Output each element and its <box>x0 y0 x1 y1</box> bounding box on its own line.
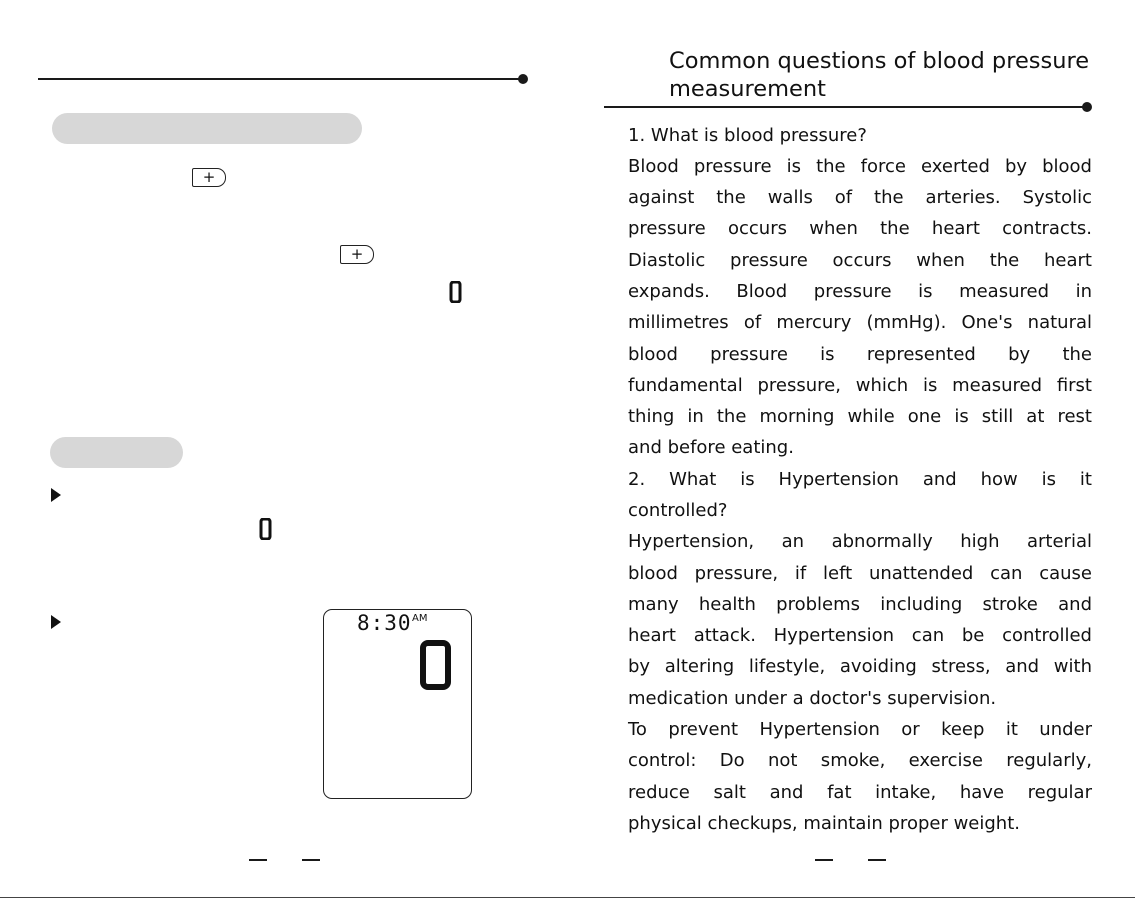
page-number-mark <box>868 859 886 861</box>
body-line: fundamental pressure, which is measured first <box>628 375 1092 396</box>
plus-key-icon: + <box>192 168 226 187</box>
page-number-mark <box>249 859 267 861</box>
plus-key-icon: + <box>340 245 374 264</box>
body-line: Hypertension, an abnormally high arterial <box>628 531 1092 552</box>
body-line: thing in the morning while one is still at rest <box>628 406 1092 427</box>
question-heading: controlled? <box>628 500 728 521</box>
body-line: To prevent Hypertension or keep it under <box>628 719 1092 740</box>
body-line: control: Do not smoke, exercise regularly, <box>628 750 1092 771</box>
rule-end-dot <box>1082 102 1092 112</box>
body-line: Blood pressure is the force exerted by blood <box>628 156 1092 177</box>
page-title-line: measurement <box>669 76 826 102</box>
page-title <box>669 47 1109 103</box>
body-line: pressure occurs when the heart contracts. <box>628 218 1092 239</box>
body-line: millimetres of mercury (mmHg). One's natural <box>628 312 1092 333</box>
question-heading: 2. What is Hypertension and how is it <box>628 469 1092 490</box>
body-line: many health problems including stroke and <box>628 594 1092 615</box>
segment-zero-icon <box>449 281 462 303</box>
section-heading-bar <box>50 437 183 468</box>
page-number-mark <box>302 859 320 861</box>
rule-end-dot <box>518 74 528 84</box>
body-line: reduce salt and fat intake, have regular <box>628 782 1092 803</box>
body-line: expands. Blood pressure is measured in <box>628 281 1092 302</box>
left-header-rule <box>38 78 524 80</box>
lcd-display <box>323 609 472 799</box>
lcd-ampm: AM <box>412 613 428 624</box>
bullet-arrow-icon <box>51 488 61 502</box>
right-header-rule <box>604 106 1088 108</box>
question-heading: 1. What is blood pressure? <box>628 125 867 146</box>
body-line: heart attack. Hypertension can be controlled <box>628 625 1092 646</box>
lcd-time: 8:30 <box>357 611 412 635</box>
bullet-arrow-icon <box>51 615 61 629</box>
body-line: blood pressure is represented by the <box>628 344 1092 365</box>
body-line: and before eating. <box>628 437 794 458</box>
page-number-mark <box>815 859 833 861</box>
segment-zero-icon <box>259 518 272 540</box>
lcd-big-zero-icon <box>419 640 452 690</box>
body-line: Diastolic pressure occurs when the heart <box>628 250 1092 271</box>
page-title-line: Common questions of blood pressure <box>669 48 1090 74</box>
body-line: against the walls of the arteries. Systolic <box>628 187 1092 208</box>
body-line: blood pressure, if left unattended can cause <box>628 563 1092 584</box>
body-line: by altering lifestyle, avoiding stress, and with <box>628 656 1092 677</box>
bottom-edge-line <box>0 897 1135 898</box>
body-line: medication under a doctor's supervision. <box>628 688 997 709</box>
body-line: physical checkups, maintain proper weight. <box>628 813 1020 834</box>
section-heading-bar <box>52 113 362 144</box>
